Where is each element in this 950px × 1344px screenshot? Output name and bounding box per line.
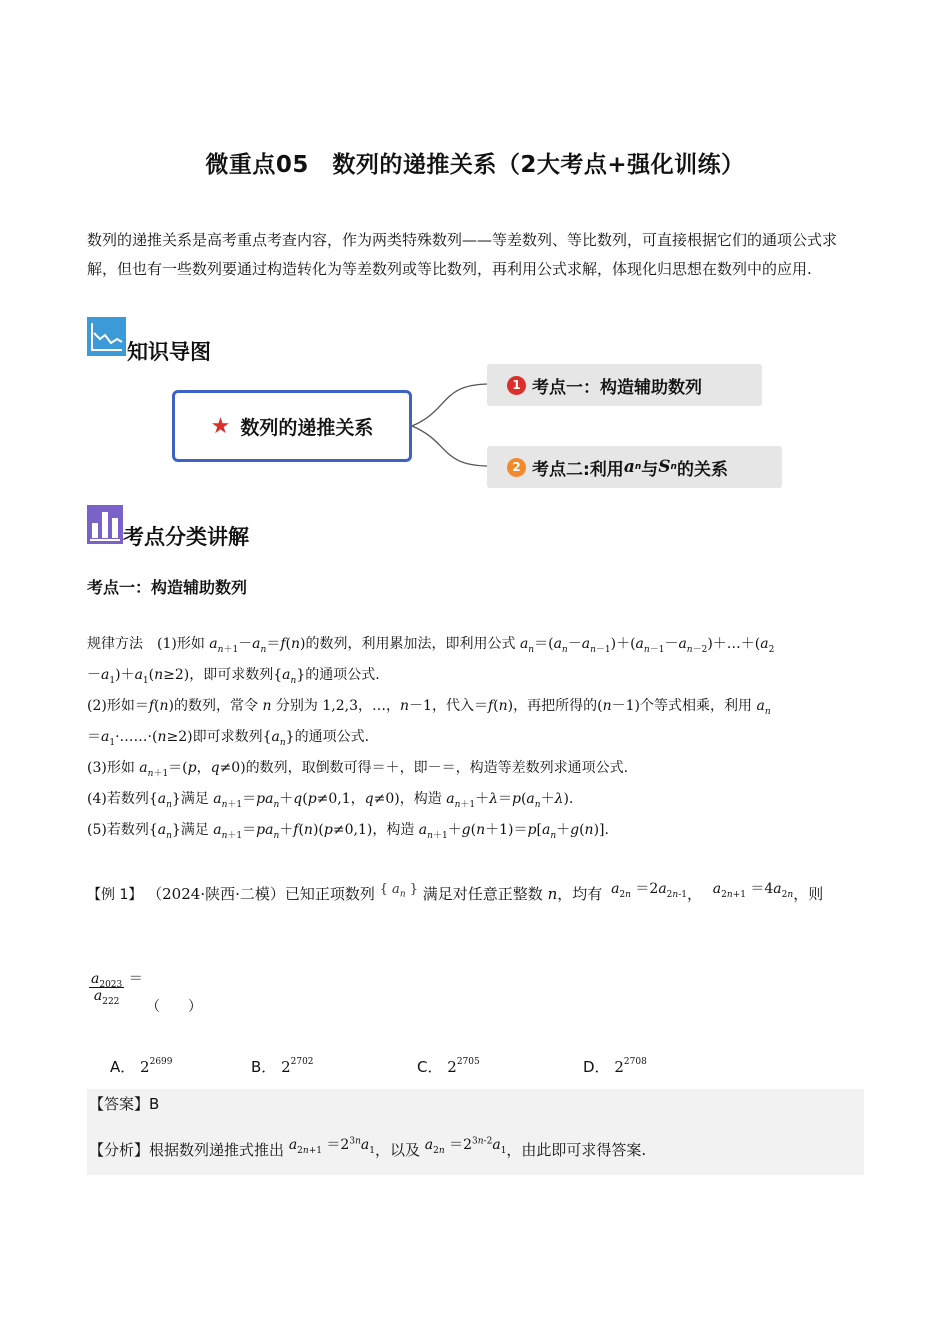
answer-label: 【答案】 [89,1095,150,1113]
choice-exponent: 2705 [456,1057,480,1067]
rule-line-3: (2)形如＝f(n)的数列，常令 n 分别为 1,2,3，…，n－1，代入＝f(n)，再把所得的(n－1)个等式相乘，利用 $a_n$ [87,698,771,717]
choice-letter: B． [251,1058,277,1076]
number-badge: 2 [507,458,526,477]
rules-label: 规律方法 [87,636,143,652]
recurrence-1: $a_{2n} =2a_{2n-1}$ [611,881,687,900]
number-badge: 1 [507,376,526,395]
rules-block [87,629,865,846]
mindmap-node-topic2-prefix: 考点二:利用 [532,459,624,480]
rule-line-7: (5)若数列$\{a_n\}$满足 $a_{n+1}=pa_n+f(n)(p\ne 0,1)$，构造 $a_{n+1}+g(n+1)=p[a_n+g(n)]$. [87,822,609,841]
example-source: （2024·陕西·二模）已知正项数列 [147,885,375,903]
answer-panel [87,1089,864,1175]
var-a: a [623,457,635,477]
choice-base: 2 [281,1058,291,1076]
rule-line-6: (4)若数列$\{a_n\}$满足 $a_{n+1}=pa_n+q(p\ne 0,1$，q≠0)，构造 $a_{n+1}+\lambda=p(a_n+\lambda)$. [87,791,574,810]
star-icon: ★ [210,413,231,439]
formula-a2n: $a_{2n} =2^{3n-2}a_1$ [424,1136,507,1156]
analysis-label: 【分析】 [89,1141,150,1159]
mindmap-center-node [172,390,412,462]
mindmap-node-topic2-mid: 与 [641,459,659,480]
section-title-knowledge-map: 知识导图 [127,340,211,364]
choice-exponent: 2708 [623,1057,647,1067]
section-title-topics: 考点分类讲解 [123,525,249,549]
mindmap-node-topic1-label: 考点一：构造辅助数列 [532,377,702,398]
choice-a[interactable] [110,1056,173,1077]
example-label: 【例 1】 [87,887,143,903]
choice-base: 2 [614,1058,624,1076]
recurrence-2: $a_{2n+1} =4a_{2n}$ [712,881,794,900]
var-n: n [547,885,558,903]
sequence-notation: { $a_n$ } [379,882,419,900]
analysis-text-2: ，以及 [374,1141,420,1159]
answer-value: B [149,1095,160,1113]
example-condition-2: ，均有 [557,885,603,903]
bar-chart-icon [87,505,126,544]
mindmap-node-topic1 [487,364,762,406]
var-s: S [658,457,671,477]
rule-line-1: 规律方法 (1)形如 $a_{n+1}-a_n=f(n)$的数列，利用累加法，即利用公式 $a_n=(a_n-a_{n-1})+(a_{n-1}-a_{n-2})+\dots+(a_2$ [87,636,775,655]
example-condition: 满足对任意正整数 [422,885,543,903]
choice-letter: C． [417,1058,443,1076]
choice-b[interactable] [251,1056,314,1077]
choice-base: 2 [447,1058,457,1076]
analysis-text-1: 根据数列递推式推出 [149,1141,285,1159]
line-chart-icon [87,317,126,356]
choice-letter: D． [583,1058,610,1076]
choice-c[interactable] [417,1056,480,1077]
answer-line [89,1093,159,1114]
rule-line-2: $-a_1)+a_1(n\ge 2)$，即可求数列$\{a_n\}$的通项公式. [87,667,380,686]
example-then: ，则 [793,885,824,903]
fraction-expression: $\frac{a_{2023}}{a_{222}}$ ＝ [91,970,143,1007]
mindmap-node-topic2: 2 考点二:利用 a n 与 S n 的关系 [487,446,782,488]
mindmap-center-label: 数列的递推关系 [240,416,374,439]
rule-line-5: (3)形如 $a_{n+1}=(p$，q≠0)的数列，取倒数可得＝＋，即－＝，构造等差数列求通项公式. [87,760,629,779]
choice-base: 2 [140,1058,150,1076]
choice-exponent: 2702 [290,1057,314,1067]
topic1-heading: 考点一：构造辅助数列 [87,578,248,597]
page-title: 微重点05 数列的递推关系（2大考点+强化训练） [205,152,745,178]
formula-a2n1: $a_{2n+1} =2^{3n}a_1$ [288,1136,375,1156]
answer-blank: （ ） [146,999,202,1015]
example-question: 【例 1】 （2024·陕西·二模）已知正项数列 { $a_n$ } 满足对任意正整数 n，均有 $a_{2n} =2a_{2n-1}$， $a_{2n+1} =4a_{2n}$，则 [87,881,824,903]
choice-exponent: 2699 [149,1057,173,1067]
analysis-line [89,1134,646,1160]
mindmap-node-topic2-suffix: 的关系 [676,459,728,480]
analysis-text-3: ，由此即可求得答案. [506,1141,647,1159]
rule-line-4: $=a_1\cdot\dots\dots\cdot(n\ge 2)$即可求数列$\{a_n\}$的通项公式. [87,729,370,748]
choice-letter: A． [110,1058,136,1076]
choice-d[interactable] [583,1056,647,1077]
intro-paragraph: 数列的递推关系是高考重点考查内容，作为两类特殊数列——等差数列、等比数列，可直接根据它们的通项公式求解，但也有一些数列要通过构造转化为等差数列或等比数列，再利用公式求解，体现化归思想在数列中的应用. [87,231,838,278]
